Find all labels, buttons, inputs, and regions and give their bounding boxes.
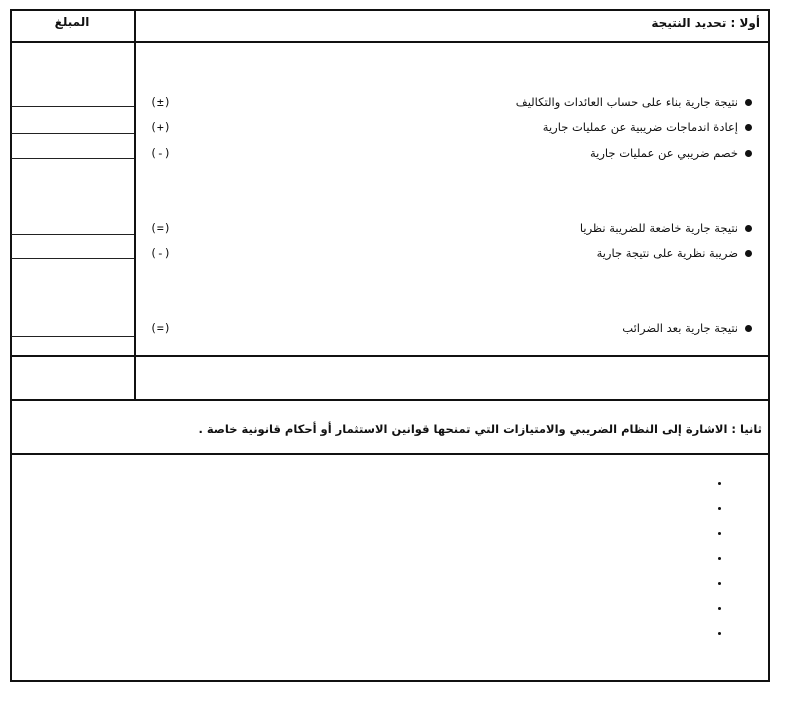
bullet-icon	[718, 632, 721, 635]
bullet-icon	[745, 225, 752, 232]
line-item-label: ضريبة نظرية على نتيجة جارية	[596, 246, 738, 260]
amount-line	[11, 133, 134, 134]
bullet-icon	[718, 607, 721, 610]
bullet-icon	[745, 250, 752, 257]
amount-column-header: المبلغ	[54, 15, 90, 29]
bullet-icon	[718, 557, 721, 560]
line-item-sign: (=)	[150, 221, 171, 235]
amount-line	[11, 106, 134, 107]
line-item-label: نتيجة جارية بناء على حساب العائدات والتكاليف	[515, 95, 738, 109]
bullet-icon	[745, 99, 752, 106]
section-1-title: أولا : تحديد النتيجة	[651, 16, 760, 30]
line-item-label: نتيجة جارية خاضعة للضريبة نظريا	[579, 221, 738, 235]
amount-line	[11, 234, 134, 235]
bullet-icon	[718, 582, 721, 585]
line-item-sign: (±)	[150, 95, 171, 109]
line-item	[622, 321, 752, 335]
amount-line	[11, 336, 134, 337]
amount-line	[11, 258, 134, 259]
section-divider	[10, 355, 770, 357]
line-item-sign: (=)	[150, 321, 171, 335]
line-item	[543, 120, 752, 134]
section-divider	[10, 399, 770, 401]
section-2-title: ثانيا : الاشارة إلى النظام الضريبي والامتيازات التي تمنحها قوانين الاستثمار أو أحكام قانونية خاصة .	[198, 422, 762, 436]
bullet-icon	[745, 124, 752, 131]
form-frame	[10, 9, 770, 682]
line-item-sign: (-)	[150, 146, 171, 160]
line-item-sign: (+)	[150, 120, 171, 134]
amount-column-divider	[134, 9, 136, 401]
line-item-sign: (-)	[150, 246, 171, 260]
line-item	[516, 95, 752, 109]
line-item-label: خصم ضريبي عن عمليات جارية	[590, 146, 738, 160]
header-rule	[10, 41, 770, 43]
bullet-icon	[718, 482, 721, 485]
section-divider	[10, 453, 770, 455]
bullet-icon	[718, 532, 721, 535]
line-item	[590, 146, 752, 160]
bullet-icon	[745, 150, 752, 157]
line-item	[597, 246, 752, 260]
line-item	[580, 221, 752, 235]
amount-line	[11, 158, 134, 159]
line-item-label: إعادة اندماجات ضريبية عن عمليات جارية	[542, 120, 738, 134]
bullet-icon	[745, 325, 752, 332]
line-item-label: نتيجة جارية بعد الضرائب	[622, 321, 738, 335]
bullet-icon	[718, 507, 721, 510]
